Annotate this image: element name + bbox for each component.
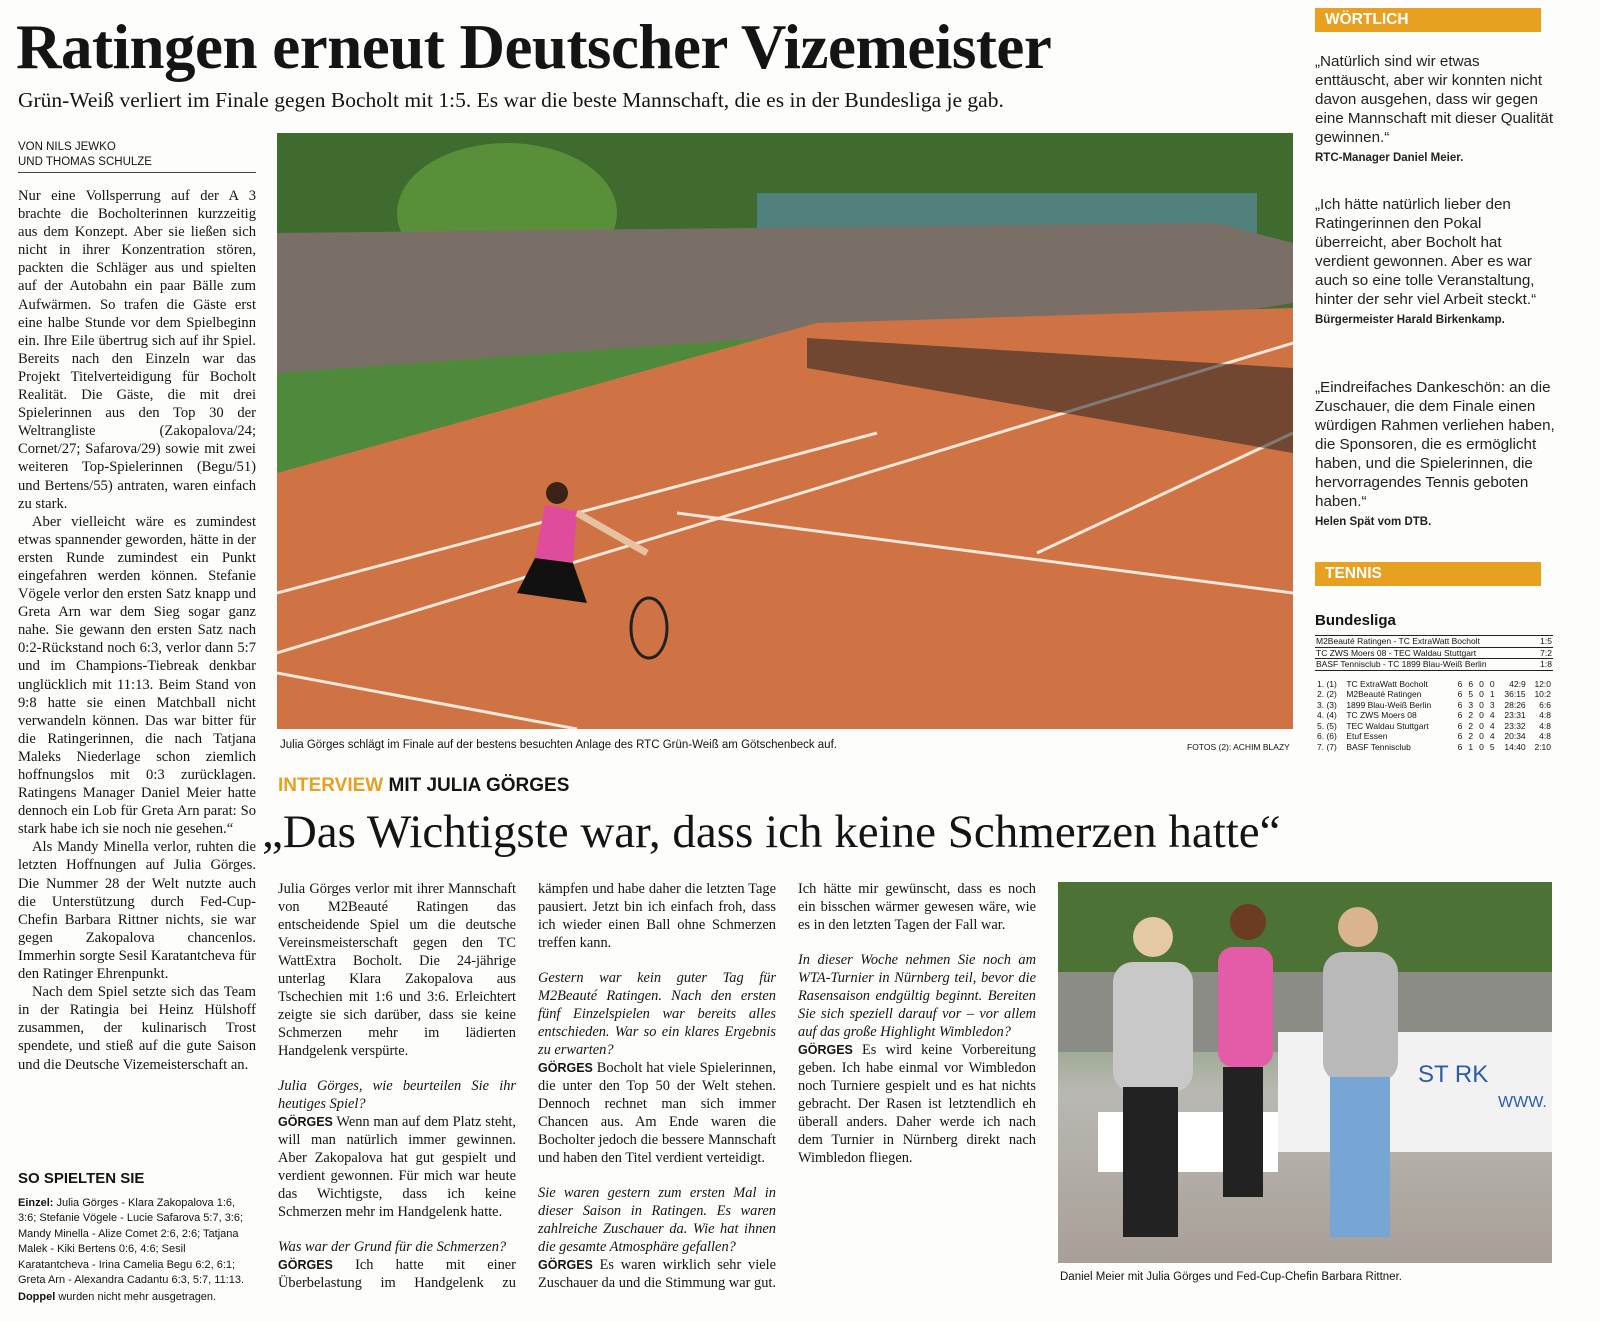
- interview-text: Es wird keine Vorbereitung geben. Ich habe einmal vor Wimbledon noch Turniere gespielt und es hat nichts gebracht. Der Rasen ist letztendlich eh überall anders. Daher werde ich nach dem Turnier in Nürnberg direkt nach Wimbledon fliegen.: [798, 1042, 1036, 1166]
- interview-photo-illustration: [1058, 882, 1552, 1263]
- main-photo-illustration: [277, 133, 1293, 729]
- standings-lost: 4: [1489, 720, 1495, 731]
- kicker-rest: MIT JULIA GÖRGES: [388, 775, 570, 796]
- standings-drawn: 0: [1479, 678, 1484, 689]
- standings-sets: 23:31: [1504, 710, 1526, 720]
- standings-drawn: 0: [1479, 699, 1484, 710]
- article-paragraph: Nur eine Vollsperrung auf der A 3 brachte die Bocholterinnen kurzzeitig aus dem Konzept. Aber sie ließen sich nicht in ihrer Konzentration stören, packten die Schläger aus und spielten auf der Autobahn ein paar Bälle zum Aufwärmen. So trafen die Gäste erst eine halbe Stunde vor dem Spielbeginn ein. Ihre Eile übertrug sich auf ihr Spiel. Bereits nach den Einzeln war das Projekt Titelverteidigung für Bocholt Realität. Die Gäste, die mit drei Spielerinnen aus den Top 30 der Weltrangliste (Zakopalova/24; Cornet/27; Safarova/29) sowie mit zwei weiteren Top-Spielerinnen (Begu/51) und Bertens/55) antraten, waren einfach zu stark.: [18, 188, 256, 512]
- standings-lost: 1: [1489, 689, 1495, 699]
- standings-rank: 4. (4): [1317, 710, 1337, 720]
- speaker-label: GÖRGES: [798, 1043, 853, 1057]
- standings-sets: 14:40: [1504, 741, 1526, 752]
- byline-author-1: VON NILS JEWKO: [18, 141, 116, 153]
- standings-lost: 4: [1489, 731, 1495, 741]
- standings-lost: 5: [1489, 741, 1495, 752]
- quote-2: [1315, 195, 1555, 330]
- standings-drawn: 0: [1479, 741, 1484, 752]
- interview-headline: „Das Wichtigste war, dass ich keine Schmerzen hatte“: [262, 806, 1281, 858]
- main-photo-caption: Julia Görges schlägt im Finale auf der bestens besuchten Anlage des RTC Grün-Weiß am Götschenbeck auf.: [280, 739, 837, 751]
- banner-url: WWW.: [1498, 1094, 1547, 1111]
- person-right: [1323, 907, 1398, 1237]
- subheadline: Grün-Weiß verliert im Finale gegen Bocholt mit 1:5. Es war die beste Mannschaft, die es in der Bundesliga je gab.: [18, 88, 1004, 112]
- match: TC ZWS Moers 08 - TEC Waldau Stuttgart: [1315, 647, 1535, 659]
- standings-played: 6: [1457, 731, 1463, 741]
- league-title: Bundesliga: [1315, 612, 1396, 629]
- interview-kicker: [278, 775, 569, 797]
- interview-text: Was war der Grund für die Schmerzen?: [278, 1239, 507, 1255]
- speaker-label: GÖRGES: [278, 1115, 333, 1129]
- standings-row: [1315, 742, 1553, 753]
- standings-rank: 6. (6): [1317, 731, 1337, 741]
- result-row: [1315, 636, 1553, 648]
- standings-team: BASF Tennisclub: [1346, 741, 1411, 752]
- score: 7:2: [1535, 647, 1553, 659]
- tennis-header: TENNIS: [1315, 562, 1541, 586]
- interview-intro: [278, 880, 516, 1060]
- interview-question: [278, 1077, 516, 1113]
- quote-source: RTC-Manager Daniel Meier.: [1315, 152, 1464, 164]
- standings-row: [1315, 689, 1553, 700]
- standings-drawn: 0: [1479, 731, 1484, 741]
- standings-won: 2: [1468, 731, 1474, 741]
- standings-drawn: 0: [1479, 689, 1484, 699]
- article-paragraph: Als Mandy Minella verlor, ruhten die letzten Hoffnungen auf Julia Görges. Die Nummer 28 der Welt nutzte auch die Unterstützung durch Fed-Cup-Chefin Barbara Rittner nichts, sie war gegen Zakopalova chancenlos. Immerhin sorgte Sesil Karatantcheva für den Ratinger Ehrenpunkt.: [18, 839, 256, 983]
- interview-text: Bocholt hat viele Spielerinnen, die unter den Top 50 der Welt stehen. Dennoch rechnet man sich immer Chancen aus. Am Ende waren die Bocholter jedoch die bessere Mannschaft und haben den Titel verdient verteidigt.: [538, 1060, 776, 1166]
- standings-lost: 4: [1489, 710, 1495, 720]
- standings-points: 4:8: [1539, 710, 1551, 720]
- standings-team: TEC Waldau Stuttgart: [1346, 720, 1429, 731]
- standings-row: [1315, 710, 1553, 721]
- standings-played: 6: [1457, 689, 1463, 699]
- score: 1:5: [1535, 636, 1553, 648]
- standings-lost: 3: [1489, 699, 1495, 710]
- headline: Ratingen erneut Deutscher Vizemeister: [16, 12, 1052, 82]
- standings-row: [1315, 721, 1553, 732]
- standings-points: 12:0: [1534, 678, 1551, 689]
- interview-text: Es waren wirklich sehr viele Zuschauer da und die Stimmung war gut. Ich hätte mir gewünscht, dass es noch ein bisschen wärmer gewesen wäre, wie es in den letzten Tagen der Fall war.: [538, 881, 1036, 1291]
- interview-question: [278, 1238, 516, 1256]
- doubles-text: wurden nicht mehr ausgetragen.: [58, 1291, 217, 1304]
- article-paragraph: Nach dem Spiel setzte sich das Team in der Ratingia bei Heinz Hülshoff zusammen, der kulinarisch Trost spendete, und stieß auf die gute Saison und die Deutsche Vizemeisterschaft an.: [18, 984, 256, 1073]
- byline: [18, 140, 256, 173]
- results-table: [1315, 635, 1553, 671]
- standings-rank: 7. (7): [1317, 741, 1337, 752]
- standings-sets: 36:15: [1504, 689, 1526, 699]
- interview-question: [798, 951, 1036, 1041]
- speaker-label: GÖRGES: [278, 1258, 333, 1272]
- interview-answer: [278, 1113, 516, 1221]
- kicker-accent: INTERVIEW: [278, 775, 384, 796]
- standings-drawn: 0: [1479, 720, 1484, 731]
- interview-photo: [1058, 882, 1552, 1263]
- interview-text: In dieser Woche nehmen Sie noch am WTA-Turnier in Nürnberg teil, bevor die Rasensaison endgültig beginnt. Bereiten Sie sich speziell darauf vor – vor allem auf das große Highlight Wimbledon?: [798, 952, 1036, 1040]
- doubles-label: Doppel: [18, 1291, 56, 1304]
- singles-label: Einzel:: [18, 1197, 54, 1209]
- standings-row: [1315, 731, 1553, 742]
- match: BASF Tennisclub - TC 1899 Blau-Weiß Berlin: [1315, 659, 1535, 671]
- standings-rank: 2. (2): [1317, 689, 1337, 699]
- standings-points: 10:2: [1534, 689, 1551, 699]
- standings-team: TC ZWS Moers 08: [1346, 710, 1417, 720]
- quote-source: Bürgermeister Harald Birkenkamp.: [1315, 314, 1505, 326]
- standings-team: TC ExtraWatt Bocholt: [1346, 678, 1428, 689]
- standings-sets: 20:34: [1504, 731, 1526, 741]
- interview-text: Gestern war kein guter Tag für M2Beauté Ratingen. Nach den ersten fünf Einzelspielen war bereits alles entschieden. War so ein klares Ergebnis zu erwarten?: [538, 970, 776, 1058]
- interview-text: Sie waren gestern zum ersten Mal in dieser Saison in Ratingen. Es waren zahlreiche Zuschauer da. Wie hat ihnen die gesamte Atmosphäre gefallen?: [538, 1185, 776, 1255]
- article-body: [18, 187, 256, 1074]
- standings-row: [1315, 679, 1553, 690]
- standings-team: Etuf Essen: [1346, 731, 1388, 741]
- results-box: [18, 1196, 256, 1306]
- standings-row: [1315, 700, 1553, 711]
- score: 1:8: [1535, 659, 1553, 671]
- interview-text: Ich hatte mit einer Überbelastung im Handgelenk zu kämpfen und habe daher die letzten Tage pausiert. Jetzt bin ich einfach froh, dass ich wieder einen Ball ohne Schmerzen treffen kann.: [278, 881, 776, 1291]
- interview-text: Julia Görges verlor mit ihrer Mannschaft von M2Beauté Ratingen das entscheidende Spiel um die deutsche Vereinsmeisterschaft gegen den TC WattExtra Bocholt. Die 24-jährige unterlag Klara Zakopalova aus Tschechien mit 1:6 und 3:6. Erleichtert zeigte sie sich darüber, dass sie keine Schmerzen mehr im lädierten Handgelenk verspürte.: [278, 881, 516, 1059]
- standings-rank: 5. (5): [1317, 720, 1337, 731]
- interview-question: [538, 969, 776, 1059]
- standings-played: 6: [1457, 678, 1463, 689]
- standings-sets: 42:9: [1509, 678, 1526, 689]
- quote-1: [1315, 52, 1555, 168]
- standings-played: 6: [1457, 741, 1463, 752]
- match: M2Beauté Ratingen - TC ExtraWatt Bocholt: [1315, 636, 1535, 648]
- standings-won: 2: [1468, 720, 1474, 731]
- interview-text: Julia Görges, wie beurteilen Sie ihr heutiges Spiel?: [278, 1078, 516, 1112]
- interview-text: Wenn man auf dem Platz steht, will man natürlich immer gewinnen. Aber Zakopalova hat gut gespielt und verdient gewonnen. Für mich war heute das Wichtigste, dass ich keine Schmerzen mehr im Handgelenk hatte.: [278, 1114, 516, 1220]
- interview-answer: [538, 1059, 776, 1167]
- standings-won: 3: [1468, 699, 1474, 710]
- standings-table: [1315, 679, 1553, 753]
- standings-sets: 28:26: [1504, 699, 1526, 710]
- standings-team: M2Beauté Ratingen: [1346, 689, 1422, 699]
- result-row: [1315, 647, 1553, 659]
- standings-rank: 3. (3): [1317, 699, 1337, 710]
- article-paragraph: Aber vielleicht wäre es zumindest etwas spannender geworden, hätte in der ersten Runde zumindest ein Punkt eingefahren werden können. Stefanie Vögele verlor den ersten Satz knapp und Greta Arn war dem Sieg sogar ganz nahe. Sie gewann den ersten Satz nach 0:2-Rückstand noch 6:3, verlor dann 5:7 und im Champions-Tiebreak denkbar unglücklich mit 11:13. Beim Stand von 9:8 hatte sie einen Matchball nicht verwandeln können. Das war bitter für die Ratingerinnen, die nach Tatjana Maleks Niederlage schon ziemlich hoffnungslos mit 0:3 zurücklagen. Ratingens Manager Daniel Meier hatte dennoch ein Lob für Greta Arn parat: So stark habe ich sie noch nie gesehen.“: [18, 513, 256, 838]
- tennis-box: [1315, 612, 1553, 752]
- interview-question: [538, 1184, 776, 1256]
- standings-points: 4:8: [1539, 720, 1551, 731]
- result-row: [1315, 659, 1553, 671]
- standings-won: 5: [1468, 689, 1474, 699]
- woertlich-header: WÖRTLICH: [1315, 8, 1541, 32]
- standings-rank: 1. (1): [1317, 678, 1337, 689]
- standings-team: 1899 Blau-Weiß Berlin: [1346, 699, 1432, 710]
- quote-text: „Natürlich sind wir etwas enttäuscht, aber wir konnten nicht davon ausgehen, dass wir gegen eine Mannschaft mit dieser Qualität gewinnen.“: [1315, 53, 1554, 146]
- standings-played: 6: [1457, 710, 1463, 720]
- quote-text: „Eindreifaches Dankeschön: an die Zuschauer, die dem Finale einen würdigen Rahmen verliehen haben, die Sponsoren, die es ermöglicht haben, und die Spielerinnen, die hervorragendes Tennis geboten haben.“: [1315, 379, 1555, 510]
- main-photo-tennis-court: [277, 133, 1293, 729]
- person-left: [1113, 917, 1193, 1237]
- quote-3: [1315, 378, 1555, 532]
- doubles-results: [18, 1290, 256, 1305]
- standings-points: 2:10: [1534, 741, 1551, 752]
- standings-lost: 0: [1489, 678, 1495, 689]
- standings-won: 6: [1468, 678, 1474, 689]
- standings-sets: 23:32: [1504, 720, 1526, 731]
- standings-points: 4:8: [1539, 731, 1551, 741]
- speaker-label: GÖRGES: [538, 1258, 593, 1272]
- photo-credit: FOTOS (2): ACHIM BLAZY: [1187, 742, 1290, 752]
- standings-drawn: 0: [1479, 710, 1484, 720]
- byline-author-2: UND THOMAS SCHULZE: [18, 156, 152, 168]
- standings-points: 6:6: [1539, 699, 1551, 710]
- quote-text: „Ich hätte natürlich lieber den Ratingerinnen den Pokal überreicht, aber Bocholt hat verdient gewonnen. Aber es war auch so eine tolle Veranstaltung, hinter der sehr viel Arbeit steckt.“: [1315, 196, 1537, 308]
- standings-played: 6: [1457, 699, 1463, 710]
- standings-played: 6: [1457, 720, 1463, 731]
- quote-source: Helen Spät vom DTB.: [1315, 516, 1432, 528]
- interview-photo-caption: Daniel Meier mit Julia Görges und Fed-Cup-Chefin Barbara Rittner.: [1060, 1271, 1402, 1283]
- standings-won: 2: [1468, 710, 1474, 720]
- interview-body: [278, 880, 1036, 1295]
- standings-won: 1: [1468, 741, 1474, 752]
- interview-answer: [798, 1041, 1036, 1167]
- banner-text: ST RK: [1418, 1061, 1489, 1088]
- singles-text: Julia Görges - Klara Zakopalova 1:6, 3:6; Stefanie Vögele - Lucie Safarova 5:7, 3:6; Mandy Minella - Alize Comet 2:6, 2:6; Tatjana Malek - Kiki Bertens 0:6, 4:6; Sesil Karatantcheva - Irina Camelia Begu 6:2, 6:1; Greta Arn - Alexandra Cadantu 6:3, 5:7, 11:13.: [18, 1197, 245, 1287]
- speaker-label: GÖRGES: [538, 1061, 593, 1075]
- results-box-title: SO SPIELTEN SIE: [18, 1170, 145, 1187]
- singles-results: [18, 1196, 256, 1288]
